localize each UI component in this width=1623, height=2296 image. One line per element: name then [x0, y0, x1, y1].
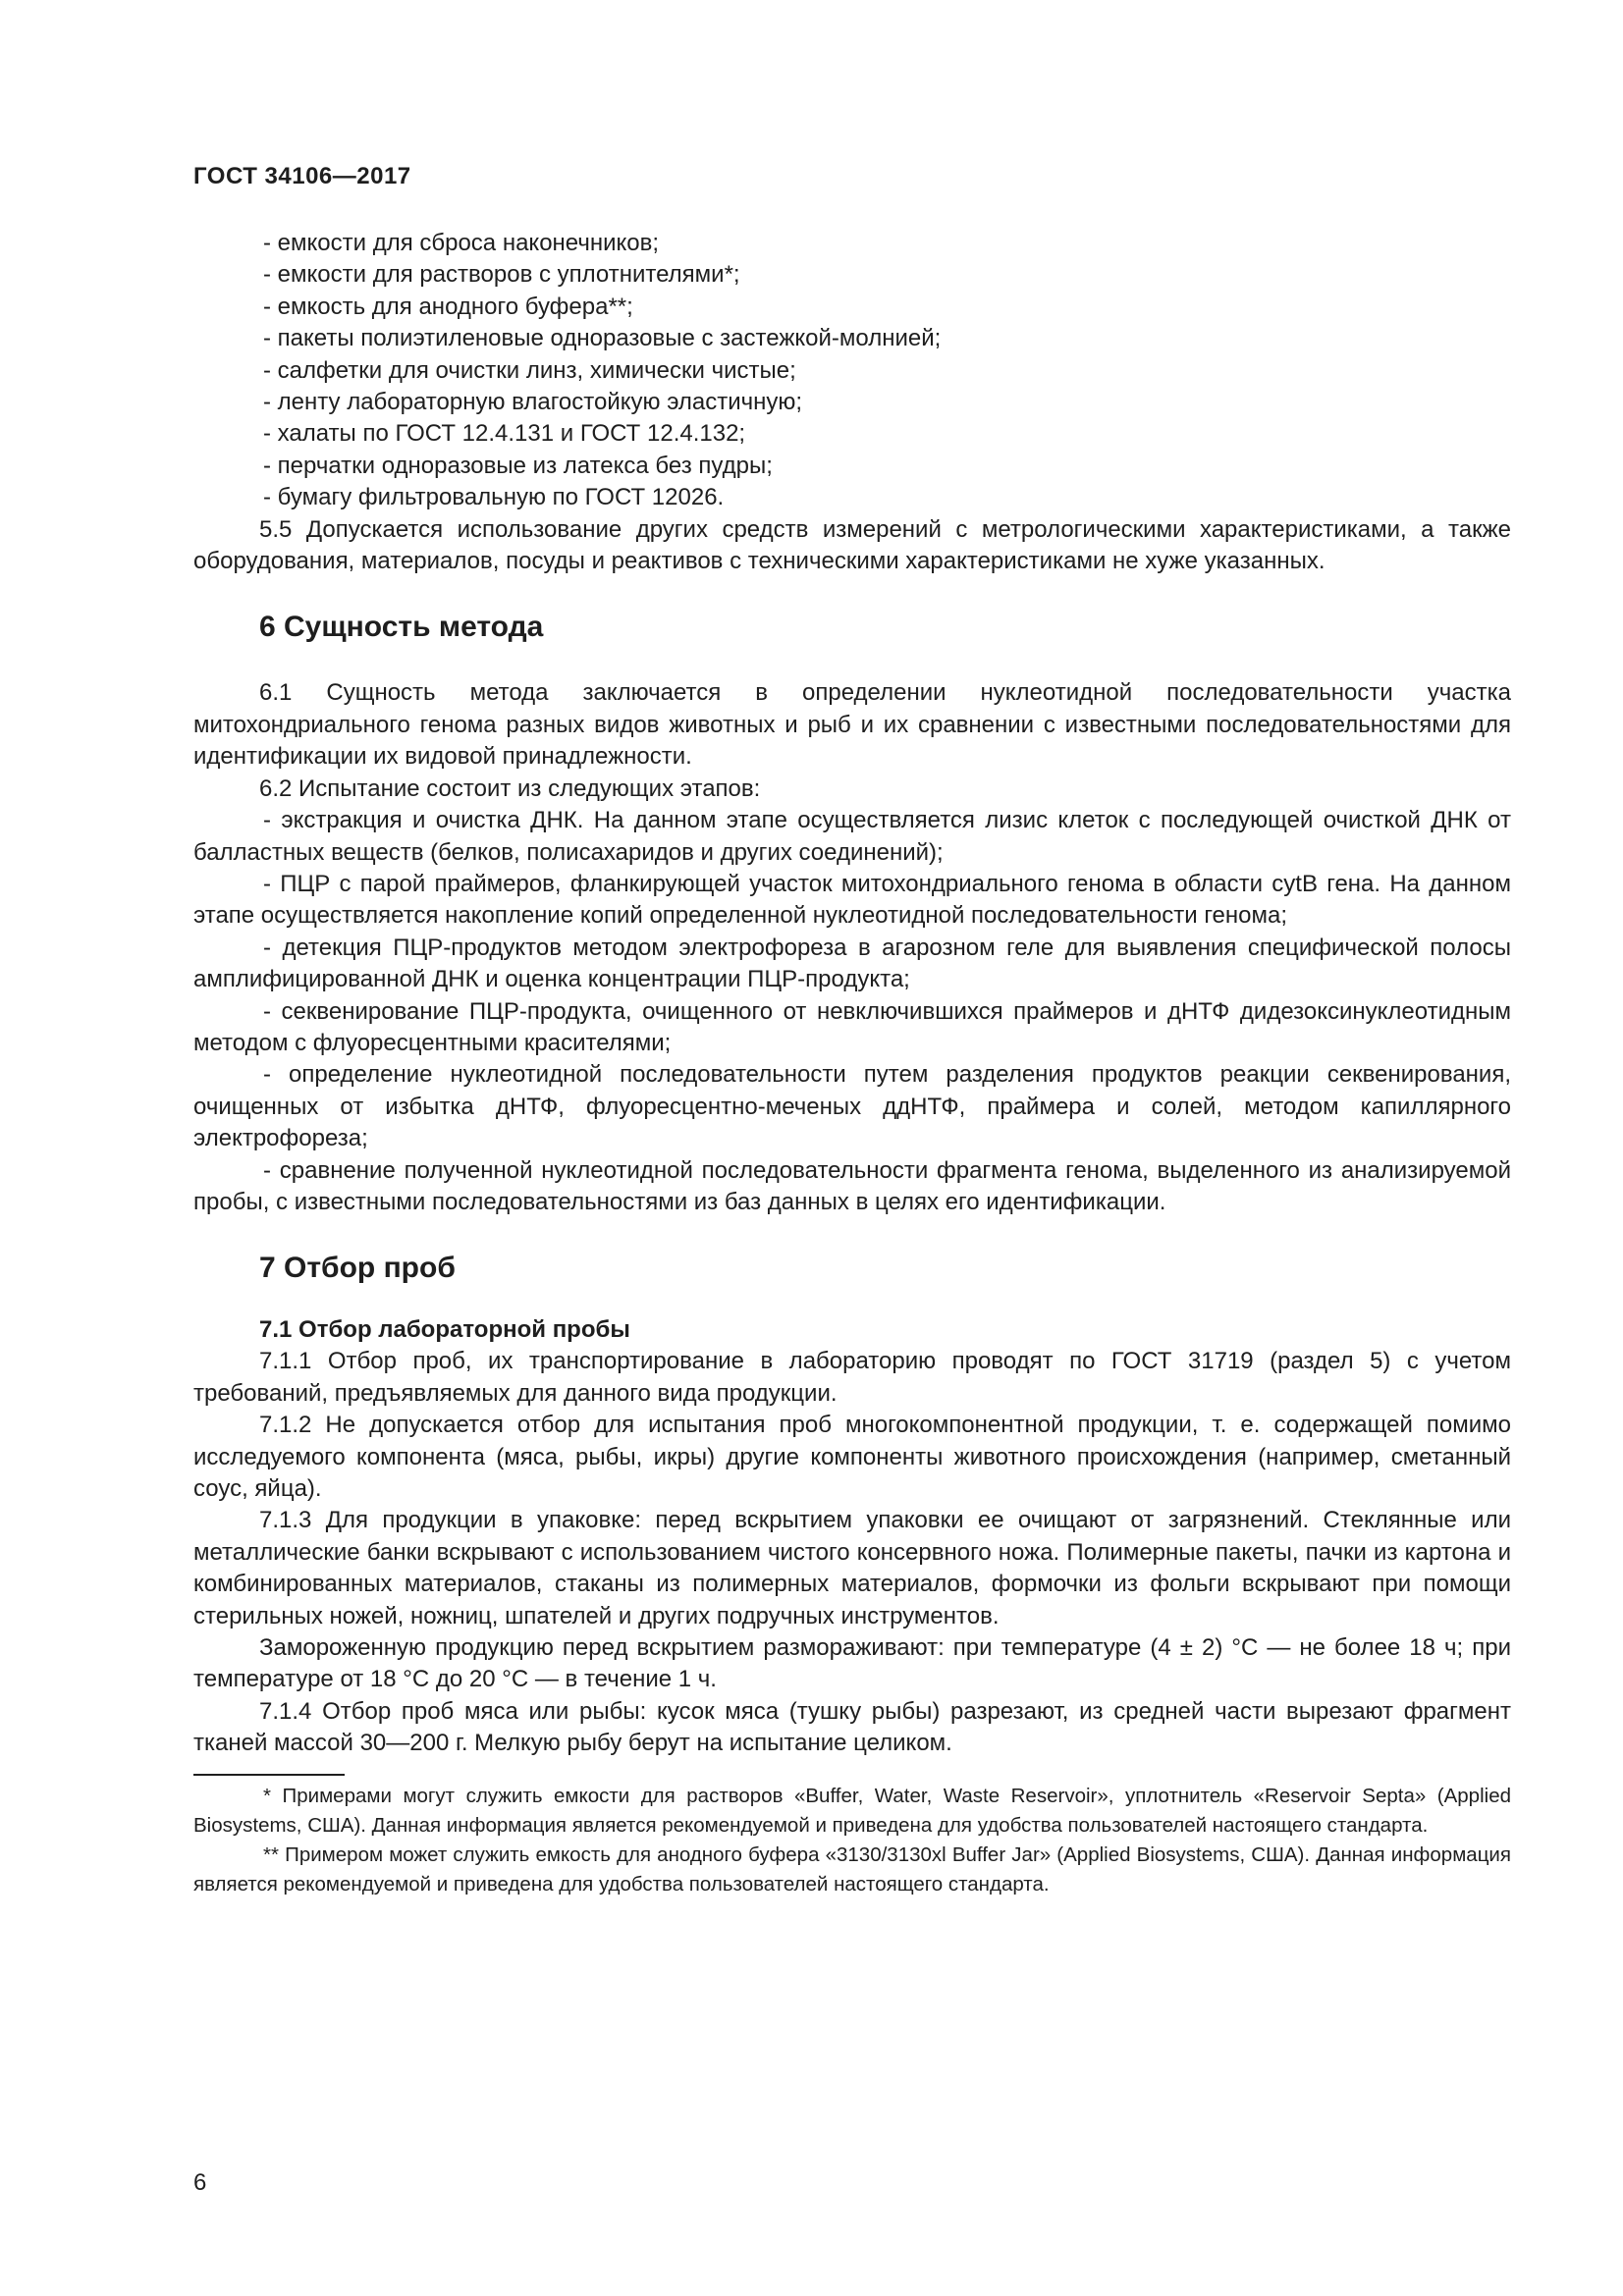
step-item: - определение нуклеотидной последовательности путем разделения продуктов реакции секвенирования, очищенных от избытка дНТФ, флуоресцентно-меченых ддНТФ, праймера и солей, методом капиллярного электрофореза;: [193, 1061, 1511, 1152]
footnote: * Примерами могут служить емкости для растворов «Buffer, Water, Waste Reservoir», уплотнитель «Reservoir Septa» (Applied Biosystems, США). Данная информация является рекомендуемой и приведена для удобства пользователей настоящего стандарта.: [193, 1784, 1511, 1837]
document-header: ГОСТ 34106—2017: [193, 163, 411, 189]
list-item: - емкости для сброса наконечников;: [263, 230, 660, 256]
list-item: - бумагу фильтровальную по ГОСТ 12026.: [263, 484, 725, 511]
paragraph-7-1-4: 7.1.4 Отбор проб мяса или рыбы: кусок мяса (тушку рыбы) разрезают, из средней части вырезают фрагмент тканей массой 30—200 г. Мелкую рыбу берут на испытание целиком.: [193, 1697, 1511, 1757]
paragraph-6-1: 6.1 Сущность метода заключается в определении нуклеотидной последовательности участка митохондриального генома разных видов животных и рыб и их сравнении с известными последовательностями для идентификации их видовой принадлежности.: [193, 679, 1511, 771]
step-item: - экстракция и очистка ДНК. На данном этапе осуществляется лизис клеток с последующей очисткой ДНК от балластных веществ (белков, полисахаридов и других соединений);: [193, 807, 1511, 866]
step-item: - секвенирование ПЦР-продукта, очищенного от невключившихся праймеров и дНТФ дидезоксинуклеотидным методом с флуоресцентными красителями;: [193, 997, 1511, 1056]
paragraph-7-1-1: 7.1.1 Отбор проб, их транспортирование в лабораторию проводят по ГОСТ 31719 (раздел 5) с учетом требований, предъявляемых для данного вида продукции.: [193, 1348, 1511, 1407]
list-item: - ленту лабораторную влагостойкую эластичную;: [263, 389, 803, 416]
paragraph-6-2: 6.2 Испытание состоит из следующих этапов:: [259, 774, 761, 802]
document-body: [193, 228, 1511, 1899]
paragraph-7-1-3: 7.1.3 Для продукции в упаковке: перед вскрытием упаковки ее очищают от загрязнений. Стеклянные или металлические банки вскрывают с использованием чистого консервного ножа. Полимерные пакеты, пачки из картона и комбинированных материалов, стаканы из полимерных материалов, формочки из фольги вскрывают при помощи стерильных ножей, ножниц, шпателей и других подручных инструментов.: [193, 1507, 1511, 1629]
list-item: - емкости для растворов с уплотнителями*;: [263, 261, 740, 289]
list-item: - перчатки одноразовые из латекса без пудры;: [263, 452, 773, 479]
list-item: - салфетки для очистки линз, химически чистые;: [263, 356, 796, 384]
step-item: - детекция ПЦР-продуктов методом электрофореза в агарозном геле для выявления специфической полосы амплифицированной ДНК и оценка концентрации ПЦР-продукта;: [193, 934, 1511, 993]
paragraph-5-5: 5.5 Допускается использование других средств измерений с метрологическими характеристиками, а также оборудования, материалов, посуды и реактивов с техническими характеристиками не хуже указанных.: [193, 515, 1511, 575]
equipment-list: [193, 228, 1511, 514]
step-item: - ПЦР с парой праймеров, фланкирующей участок митохондриального генома в области cytB гена. На данном этапе осуществляется накопление копий определенной нуклеотидной последовательности генома;: [193, 870, 1511, 930]
page-number: 6: [193, 2169, 207, 2196]
list-item: - пакеты полиэтиленовые одноразовые с застежкой-молнией;: [263, 325, 942, 352]
list-item: - емкость для анодного буфера**;: [263, 293, 633, 320]
section-6-heading: 6 Сущность метода: [259, 611, 544, 644]
footnote: ** Примером может служить емкость для анодного буфера «3130/3130xl Buffer Jar» (Applied Biosystems, США). Данная информация является рекомендуемой и приведена для удобства пользователей настоящего стандарта.: [193, 1843, 1511, 1896]
list-item: - халаты по ГОСТ 12.4.131 и ГОСТ 12.4.132;: [263, 420, 746, 448]
paragraph-7-1-2: 7.1.2 Не допускается отбор для испытания проб многокомпонентной продукции, т. е. содержащей помимо исследуемого компонента (мяса, рыбы, икры) другие компоненты животного происхождения (например, сметанный соус, яйца).: [193, 1412, 1511, 1502]
subsection-7-1-heading: 7.1 Отбор лабораторной пробы: [259, 1316, 630, 1344]
paragraph-frozen: Замороженную продукцию перед вскрытием размораживают: при температуре (4 ± 2) °С — не более 18 ч; при температуре от 18 °С до 20 °С — в течение 1 ч.: [193, 1634, 1511, 1693]
footnote-divider: [193, 1774, 345, 1776]
footnotes: [193, 1782, 1511, 1900]
step-item: - сравнение полученной нуклеотидной последовательности фрагмента генома, выделенного из анализируемой пробы, с известными последовательностями из баз данных в целях его идентификации.: [193, 1156, 1511, 1215]
section-7-heading: 7 Отбор проб: [259, 1252, 456, 1285]
